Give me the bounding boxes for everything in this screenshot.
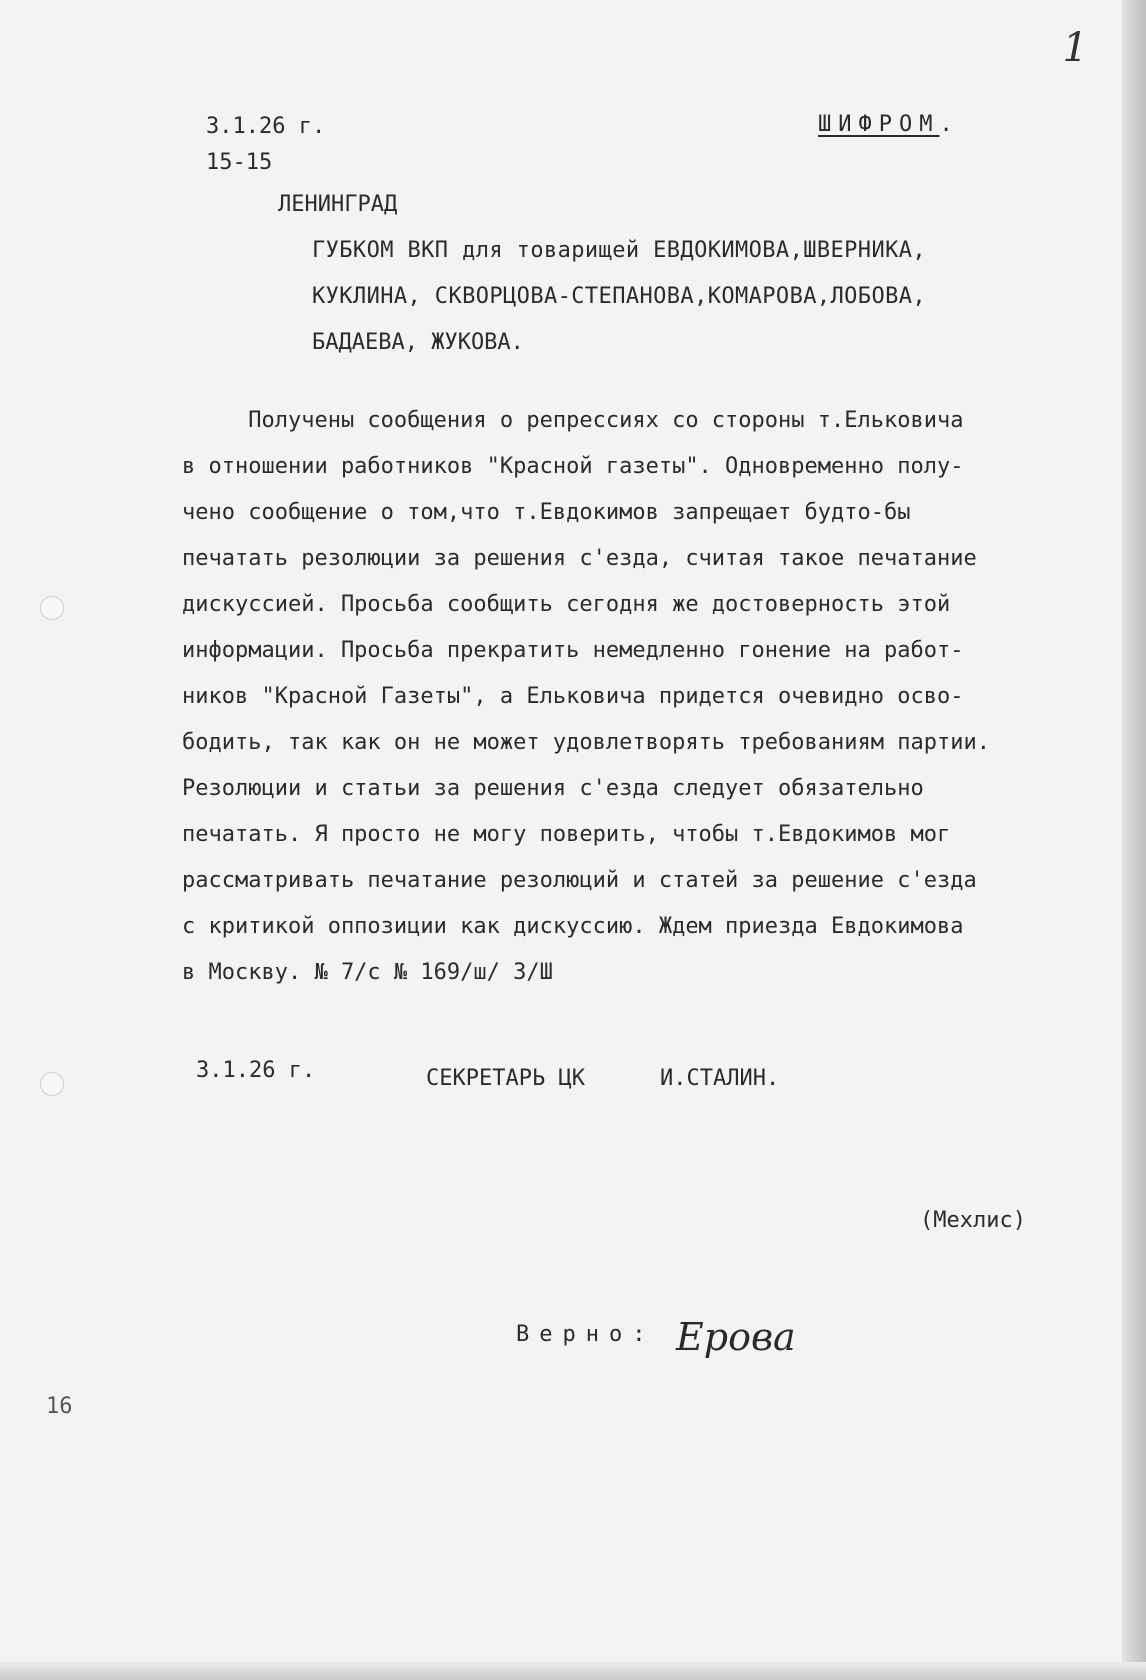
- body-line: печатать резолюции за решения с'езда, считая такое печатание: [182, 546, 977, 571]
- signature-name: И.СТАЛИН.: [660, 1066, 780, 1091]
- body-line: в Москву. № 7/с № 169/ш/ 3/Ш: [182, 960, 553, 985]
- handwritten-page-number: 1: [1062, 25, 1088, 71]
- body-line: информации. Просьба прекратить немедленно гонение на работ-: [182, 638, 964, 663]
- handwritten-signature: Ерова: [676, 1315, 796, 1359]
- body-line: бодить, так как он не может удовлетворять требованиям партии.: [182, 730, 990, 755]
- footer-date: 3.1.26 г.: [196, 1058, 316, 1083]
- page-bottom-edge: [0, 1662, 1146, 1680]
- page-edge-shadow: [1122, 0, 1146, 1680]
- typist-initials: (Мехлис): [920, 1208, 1026, 1233]
- body-line: рассматривать печатание резолюций и статей за решение с'езда: [182, 868, 977, 893]
- header-reference-number: 15-15: [206, 150, 273, 175]
- signature-title: СЕКРЕТАРЬ ЦК: [426, 1066, 585, 1091]
- punch-hole: [40, 596, 64, 620]
- address-line: ГУБКОМ ВКП для товарищей ЕВДОКИМОВА,ШВЕРНИКА,: [312, 238, 927, 263]
- classification-word: ШИФРОМ: [818, 112, 940, 137]
- verified-label: Верно:: [516, 1322, 656, 1347]
- body-line: ников "Красной Газеты", а Ельковича придется очевидно осво-: [182, 684, 964, 709]
- body-line: в отношении работников "Красной газеты". Одновременно полу-: [182, 454, 964, 479]
- classification-dot: .: [939, 112, 953, 137]
- archive-mark: 16: [46, 1394, 73, 1419]
- body-line: Резолюции и статьи за решения с'езда следует обязательно: [182, 776, 924, 801]
- address-line: КУКЛИНА, СКВОРЦОВА-СТЕПАНОВА,КОМАРОВА,ЛОБОВА,: [312, 284, 927, 309]
- body-line: Получены сообщения о репрессиях со стороны т.Ельковича: [182, 408, 964, 433]
- body-line: с критикой оппозиции как дискуссию. Ждем приезда Евдокимова: [182, 914, 964, 939]
- punch-hole: [40, 1072, 64, 1096]
- body-line: дискуссией. Просьба сообщить сегодня же достоверность этой: [182, 592, 951, 617]
- address-line: БАДАЕВА, ЖУКОВА.: [312, 330, 524, 355]
- body-line: печатать. Я просто не могу поверить, чтобы т.Евдокимов мог: [182, 822, 951, 847]
- address-city: ЛЕНИНГРАД: [278, 192, 398, 217]
- body-line: чено сообщение о том,что т.Евдокимов запрещает будто-бы: [182, 500, 911, 525]
- header-date: 3.1.26 г.: [206, 114, 326, 139]
- classification-label: [818, 114, 953, 136]
